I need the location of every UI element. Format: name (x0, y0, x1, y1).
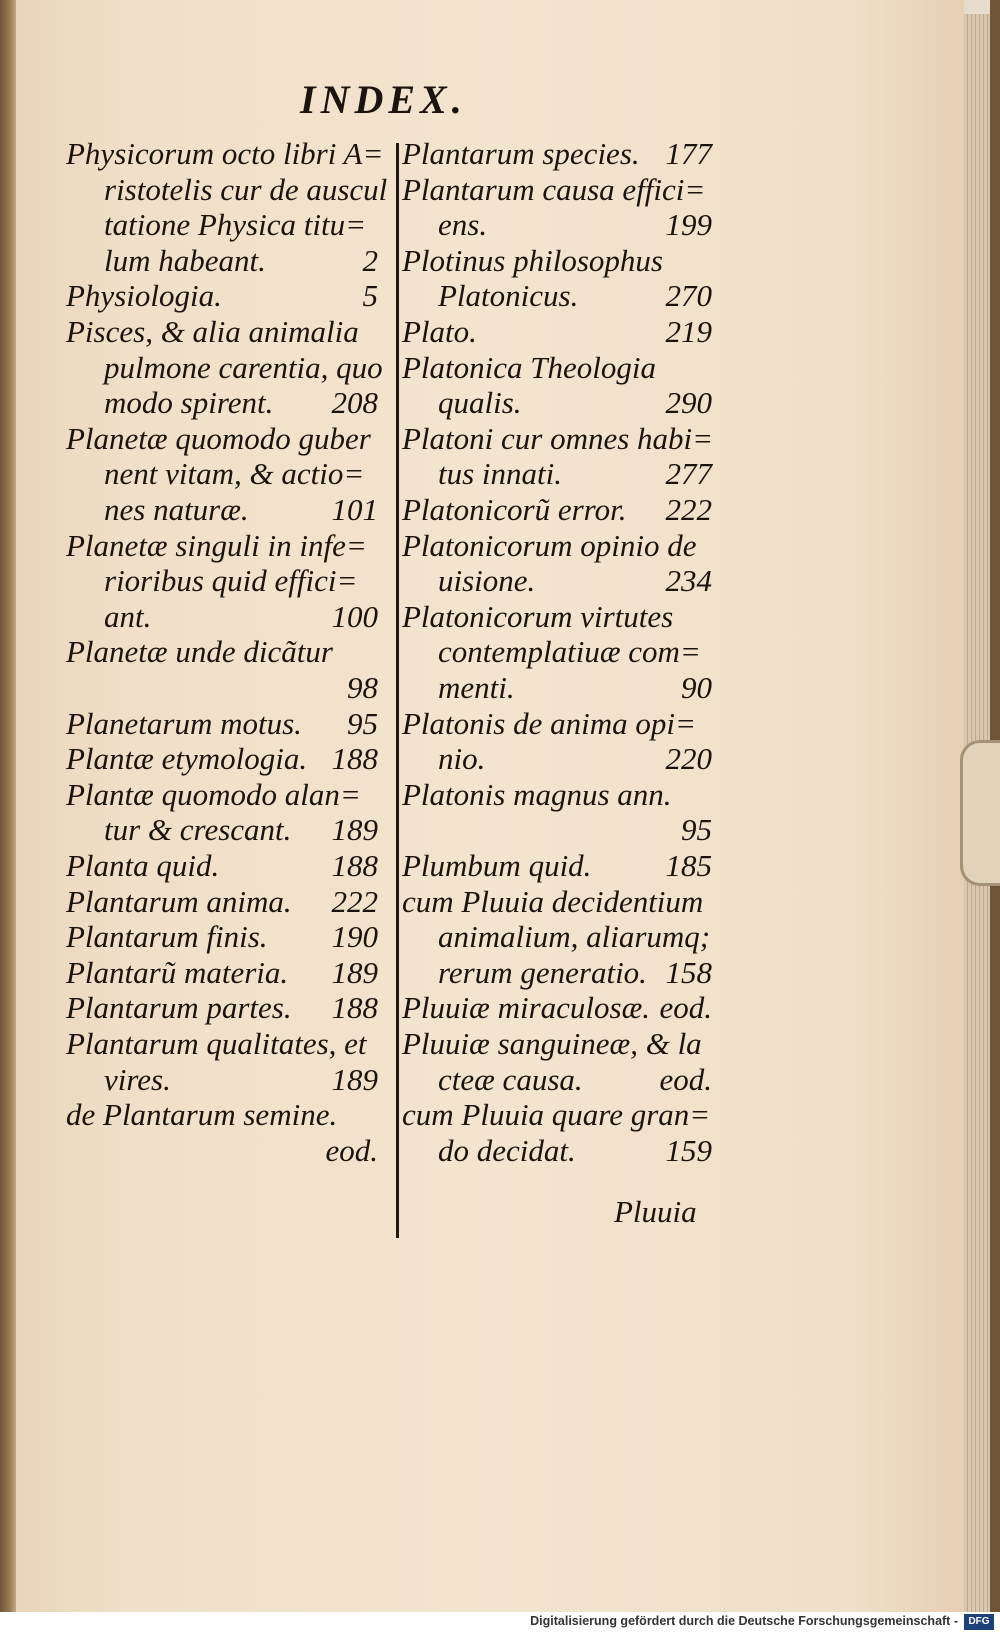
index-entry-line: Planetæ unde dicãtur (66, 634, 333, 670)
index-entry-line: Pluuiæ sanguineæ, & la (402, 1026, 702, 1061)
index-entry-line: cteæ causa. (438, 1061, 583, 1097)
index-page-number: 199 (665, 207, 712, 243)
index-entry-line: Plantarum partes. (66, 990, 292, 1026)
index-entry-line: Platonicorum opinio de (402, 527, 697, 563)
index-entry-line: Platonica Theologia (402, 349, 657, 385)
index-page-number: 270 (665, 278, 712, 314)
index-page-number: 159 (665, 1132, 712, 1168)
dfg-logo-icon: DFG (964, 1614, 994, 1630)
index-page-number: 208 (331, 385, 378, 421)
index-page-number: 189 (331, 812, 378, 848)
index-entry-line: Planta quid. (66, 848, 220, 883)
index-entry-line: nes naturæ. (104, 492, 249, 527)
index-entry-line: de Plantarum semine. (66, 1097, 338, 1133)
index-page-number: 189 (331, 1061, 378, 1097)
index-page-number: 188 (331, 741, 378, 777)
index-entry-line: Platonicus. (438, 278, 579, 314)
index-entry-line: Pisces, & alia animalia (66, 314, 359, 349)
index-entry-line: Plantarum finis. (66, 919, 268, 955)
index-entry-line: qualis. (438, 385, 522, 421)
index-entry-line: tur & crescant. (104, 812, 292, 848)
index-entry-line: Planetarum motus. (66, 705, 302, 741)
index-entry-line: Platonicorum virtutes (402, 598, 674, 634)
footer-credit: Digitalisierung gefördert durch die Deutsche Forschungsgemeinschaft - (530, 1614, 958, 1628)
clasp-tab (960, 740, 1000, 886)
index-page-number: 188 (331, 848, 378, 883)
index-page-number: 185 (665, 848, 712, 883)
index-entry-line: modo spirent. (104, 385, 274, 421)
index-page-number: 95 (347, 705, 378, 741)
index-page-number: 2 (362, 242, 378, 278)
index-entry-line: cum Pluuia decidentium (402, 883, 704, 919)
index-entry-line: tus innati. (438, 456, 563, 492)
index-entry-line: animalium, aliarumq; (438, 919, 711, 955)
catchword: Pluuia (614, 1194, 697, 1229)
index-page-number: eod. (325, 1132, 378, 1168)
index-entry-line: lum habeant. (104, 242, 266, 278)
index-page-number: 222 (665, 492, 712, 527)
index-entry-line: nio. (438, 741, 486, 777)
index-entry-line: Pluuiæ miraculosæ. (402, 990, 651, 1026)
index-page-number: 177 (665, 136, 712, 171)
index-page-number: 90 (681, 670, 712, 705)
index-entry-line: rerum generatio. (438, 954, 647, 990)
index-page-number: 101 (331, 492, 378, 527)
index-entry-line: Plantarum species. (402, 136, 640, 171)
index-page-number: 189 (331, 954, 378, 990)
index-entry-line: cum Pluuia quare gran= (402, 1097, 711, 1133)
index-entry-line: do decidat. (438, 1132, 576, 1168)
index-entry-line: ant. (104, 598, 152, 634)
index-page-number: 5 (362, 278, 378, 314)
index-page-number: eod. (659, 990, 712, 1026)
index-entry-line: Physicorum octo libri A= (66, 136, 384, 171)
index-entry-line: Planetæ quomodo guber (66, 420, 371, 456)
index-entry-line: Plantarum causa effici= (402, 171, 706, 207)
index-page-number: 290 (665, 385, 712, 421)
index-entry-line: Plantæ quomodo alan= (66, 776, 361, 812)
index-page-number: 277 (665, 456, 712, 492)
index-entry-line: uisione. (438, 563, 536, 599)
index-entry-line: pulmone carentia, quo (104, 349, 383, 385)
index-entry-line: Physiologia. (66, 278, 222, 314)
index-page-number: 188 (331, 990, 378, 1026)
index-entry-line: Plumbum quid. (402, 848, 592, 883)
index-page-number: 222 (331, 883, 378, 919)
index-page-number: 100 (331, 598, 378, 634)
index-entry-line: rioribus quid effici= (104, 563, 358, 599)
index-entry-line: Plotinus philosophus (402, 242, 663, 278)
index-entry-line: Platonicorũ error. (402, 492, 627, 527)
index-entry-line: Plantarum qualitates, et (66, 1026, 367, 1061)
index-entry-line: Platoni cur omnes habi= (402, 420, 714, 456)
index-page-number: 98 (347, 670, 378, 705)
index-page-number: 219 (665, 314, 712, 349)
index-entry-line: ens. (438, 207, 488, 243)
index-page-number: 234 (665, 563, 712, 599)
index-page-number: 220 (665, 741, 712, 777)
index-entry-line: menti. (438, 670, 515, 705)
index-entry-line: Plantarũ materia. (66, 954, 289, 990)
index-entry-line: contemplatiuæ com= (438, 634, 701, 670)
index-entry-line: Plantarum anima. (66, 883, 292, 919)
index-page-number: eod. (659, 1061, 712, 1097)
index-entry-line: Platonis magnus ann. (402, 776, 672, 812)
column-rule (396, 143, 399, 1238)
index-entry-line: Platonis de anima opi= (402, 705, 696, 741)
index-entry-line: vires. (104, 1061, 171, 1097)
index-page-number: 158 (665, 954, 712, 990)
index-entry-line: Plantæ etymologia. (66, 741, 308, 777)
index-entry-line: Planetæ singuli in infe= (66, 527, 367, 563)
left-binding-board (0, 0, 16, 1633)
index-entry-line: nent vitam, & actio= (104, 456, 365, 492)
index-entry-line: Plato. (402, 314, 477, 349)
index-page-number: 190 (331, 919, 378, 955)
index-entry-line: tatione Physica titu= (104, 207, 366, 243)
running-head: INDEX. (300, 77, 467, 122)
index-page-number: 95 (681, 812, 712, 848)
index-entry-line: ristotelis cur de auscul (104, 171, 388, 207)
